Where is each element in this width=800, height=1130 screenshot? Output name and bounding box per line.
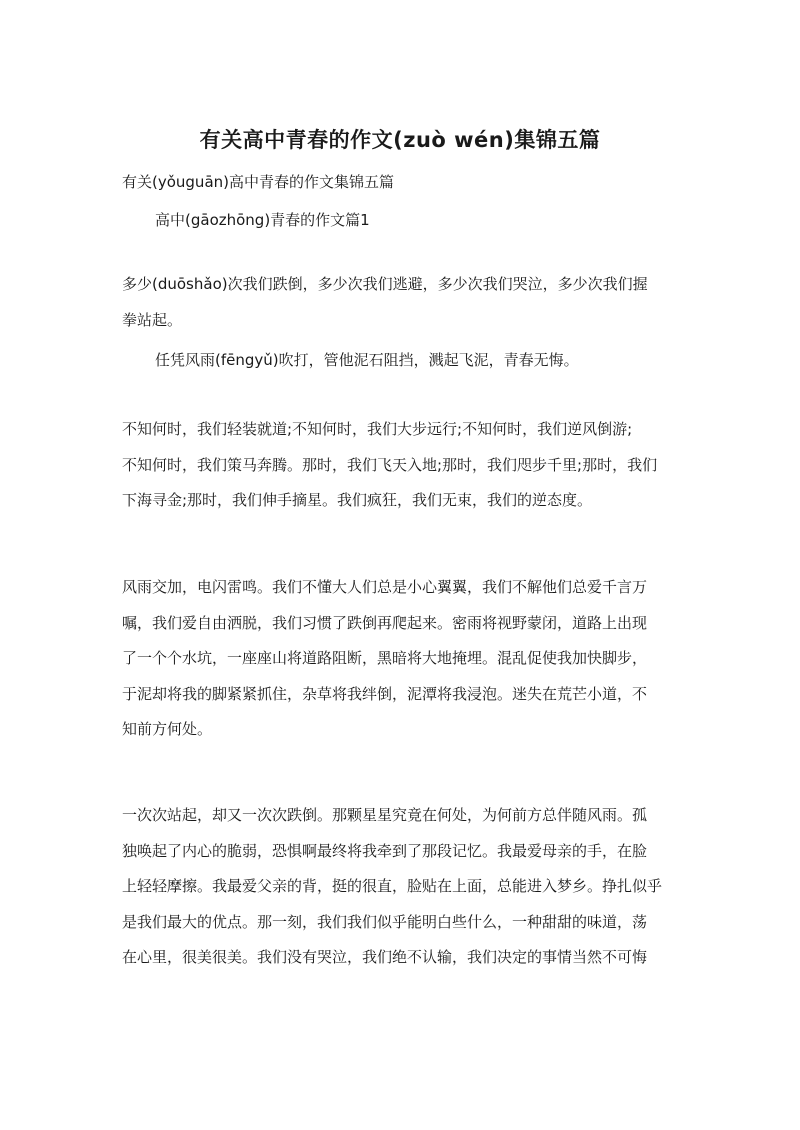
paragraph-line: 在心里，很美很美。我们没有哭泣，我们绝不认输，我们决定的事情当然不可悔 bbox=[122, 948, 648, 966]
paragraph-line: 是我们最大的优点。那一刻，我们我们似乎能明白些什么，一种甜甜的味道，荡 bbox=[122, 912, 648, 931]
paragraph-line: 不知何时，我们轻装就道;不知何时，我们大步远行;不知何时，我们逆风倒游; bbox=[122, 420, 633, 438]
paragraph-line: 风雨交加，电闪雷鸣。我们不懂大人们总是小心翼翼，我们不解他们总爱千言万 bbox=[122, 578, 648, 596]
paragraph-line: 一次次站起，却又一次次跌倒。那颗星星究竟在何处，为何前方总伴随风雨。孤 bbox=[122, 806, 648, 824]
paragraph-2 bbox=[155, 343, 682, 379]
paragraph-line: 知前方何处。 bbox=[122, 720, 213, 738]
paragraph-line: 嘱，我们爱自由洒脱，我们习惯了跌倒再爬起来。密雨将视野蒙闭，道路上出现 bbox=[122, 613, 648, 632]
paragraph-line: 独唤起了内心的脆弱，恐惧啊最终将我牵到了那段记忆。我最爱母亲的手，在脸 bbox=[122, 841, 648, 860]
paragraph-line: 上轻轻摩擦。我最爱父亲的背，挺的很直，脸贴在上面，总能进入梦乡。挣扎似乎 bbox=[122, 877, 663, 895]
paragraph-line: 任凭风雨(fēngyǔ)吹打，管他泥石阻挡，溅起飞泥，青春无悔。 bbox=[155, 351, 579, 369]
paragraph-line: 拳站起。 bbox=[122, 310, 183, 329]
paragraph-line: 了一个个水坑，一座座山将道路阻断，黑暗将大地掩埋。混乱促使我加快脚步， bbox=[122, 649, 648, 667]
section-heading: 高中(gāozhōng)青春的作文篇1 bbox=[155, 211, 370, 229]
paragraph-line: 不知何时，我们策马奔腾。那时，我们飞天入地;那时，我们咫步千里;那时，我们 bbox=[122, 455, 658, 474]
paragraph-1 bbox=[122, 267, 682, 338]
document-title: 有关高中青春的作文(zuò wén)集锦五篇 bbox=[199, 128, 601, 152]
paragraph-line: 于泥却将我的脚紧紧抓住，杂草将我绊倒，泥潭将我浸泡。迷失在荒芒小道，不 bbox=[122, 684, 648, 703]
paragraph-4 bbox=[122, 570, 682, 748]
document-subtitle: 有关(yǒuguān)高中青春的作文集锦五篇 bbox=[122, 173, 394, 191]
paragraph-line: 下海寻金;那时，我们伸手摘星。我们疯狂，我们无束，我们的逆态度。 bbox=[122, 491, 593, 509]
paragraph-line: 多少(duōshǎo)次我们跌倒，多少次我们逃避，多少次我们哭泣，多少次我们握 bbox=[122, 275, 648, 293]
paragraph-5 bbox=[122, 798, 682, 976]
paragraph-3 bbox=[122, 412, 682, 519]
